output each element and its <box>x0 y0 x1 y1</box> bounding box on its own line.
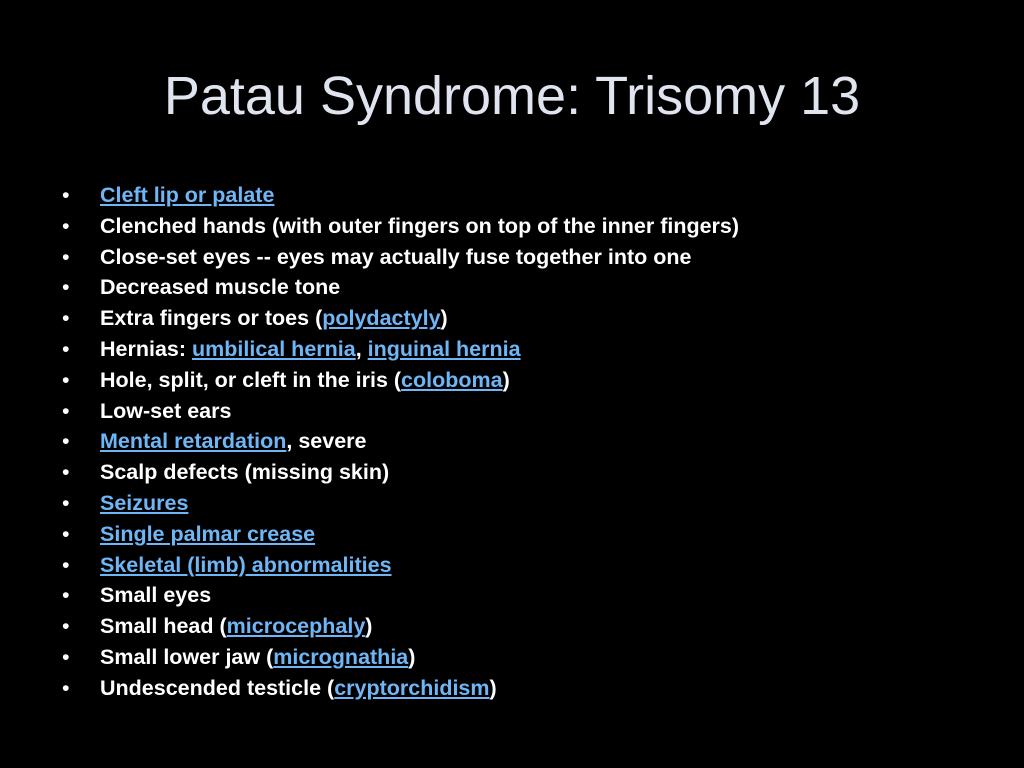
bullet-icon: • <box>62 521 70 546</box>
bullet-text <box>100 211 739 242</box>
bullet-text-segment: Decreased muscle tone <box>100 275 341 300</box>
bullet-text <box>100 580 211 611</box>
term-link[interactable]: microcephaly <box>226 614 366 639</box>
bullet-text-segment: Low-set ears <box>100 398 232 423</box>
bullet-icon: • <box>62 429 70 454</box>
term-link[interactable]: Mental retardation <box>100 429 287 454</box>
bullet-text-segment: Undescended testicle ( <box>100 675 335 700</box>
bullet-text-segment: Small lower jaw ( <box>100 644 274 669</box>
bullet-text-segment: ) <box>502 367 510 392</box>
bullet-icon: • <box>62 644 70 669</box>
bullet-text-segment: Small head ( <box>100 614 227 639</box>
term-link[interactable]: umbilical hernia <box>192 336 356 361</box>
bullet-icon: • <box>62 306 70 331</box>
bullet-text <box>100 457 389 488</box>
term-link[interactable]: cryptorchidism <box>334 675 490 700</box>
term-link[interactable]: inguinal hernia <box>367 336 521 361</box>
bullet-icon: • <box>62 213 70 238</box>
bullet-text-segment: ) <box>365 614 373 639</box>
term-link[interactable]: Seizures <box>100 490 189 515</box>
bullet-text <box>100 334 521 365</box>
bullet-text-segment: Hernias: <box>100 336 193 361</box>
bullet-icon: • <box>62 460 70 485</box>
bullet-text <box>100 611 372 642</box>
bullet-icon: • <box>62 490 70 515</box>
bullet-text-segment: Clenched hands (with outer fingers on top of the inner fingers) <box>100 213 740 238</box>
bullet-text <box>100 550 392 581</box>
bullet-text <box>100 426 366 457</box>
bullet-icon: • <box>62 183 70 207</box>
bullet-text-segment: Scalp defects (missing skin) <box>100 460 390 485</box>
term-link[interactable]: polydactyly <box>322 306 441 331</box>
bullet-icon: • <box>62 614 70 639</box>
bullet-icon: • <box>62 398 70 423</box>
bullet-icon: • <box>62 583 70 608</box>
bullet-icon: • <box>62 675 70 700</box>
bullet-text-segment: ) <box>489 675 497 700</box>
term-link[interactable]: Skeletal (limb) abnormalities <box>100 552 392 577</box>
bullet-text <box>100 519 315 550</box>
bullet-icon: • <box>62 367 70 392</box>
bullet-text <box>100 180 274 211</box>
term-link[interactable]: coloboma <box>401 367 503 392</box>
bullet-icon: • <box>62 275 70 300</box>
bullet-text-segment: , severe <box>286 429 367 454</box>
bullet-text <box>100 396 231 427</box>
bullet-icon: • <box>62 244 70 269</box>
term-link[interactable]: Cleft lip or palate <box>100 183 275 207</box>
bullet-icon: • <box>62 336 70 361</box>
bullet-text <box>100 642 415 673</box>
bullet-text <box>100 272 340 303</box>
bullet-text-segment: Hole, split, or cleft in the iris ( <box>100 367 402 392</box>
bullet-text <box>100 303 448 334</box>
term-link[interactable]: micrognathia <box>273 644 409 669</box>
bullet-text-segment: Close-set eyes -- eyes may actually fuse together into one <box>100 244 692 269</box>
bullet-text-segment: Extra fingers or toes ( <box>100 306 323 331</box>
bullet-text <box>100 365 510 396</box>
bullet-text-segment: ) <box>408 644 416 669</box>
bullet-text-segment: Small eyes <box>100 583 212 608</box>
bullet-icon: • <box>62 552 70 577</box>
bullet-text <box>100 673 497 704</box>
bullet-text <box>100 488 188 519</box>
term-link[interactable]: Single palmar crease <box>100 521 316 546</box>
bullet-text-segment: , <box>355 336 368 361</box>
slide-title: Patau Syndrome: Trisomy 13 <box>163 66 861 126</box>
bullet-text <box>100 242 691 273</box>
bullet-text-segment: ) <box>440 306 448 331</box>
